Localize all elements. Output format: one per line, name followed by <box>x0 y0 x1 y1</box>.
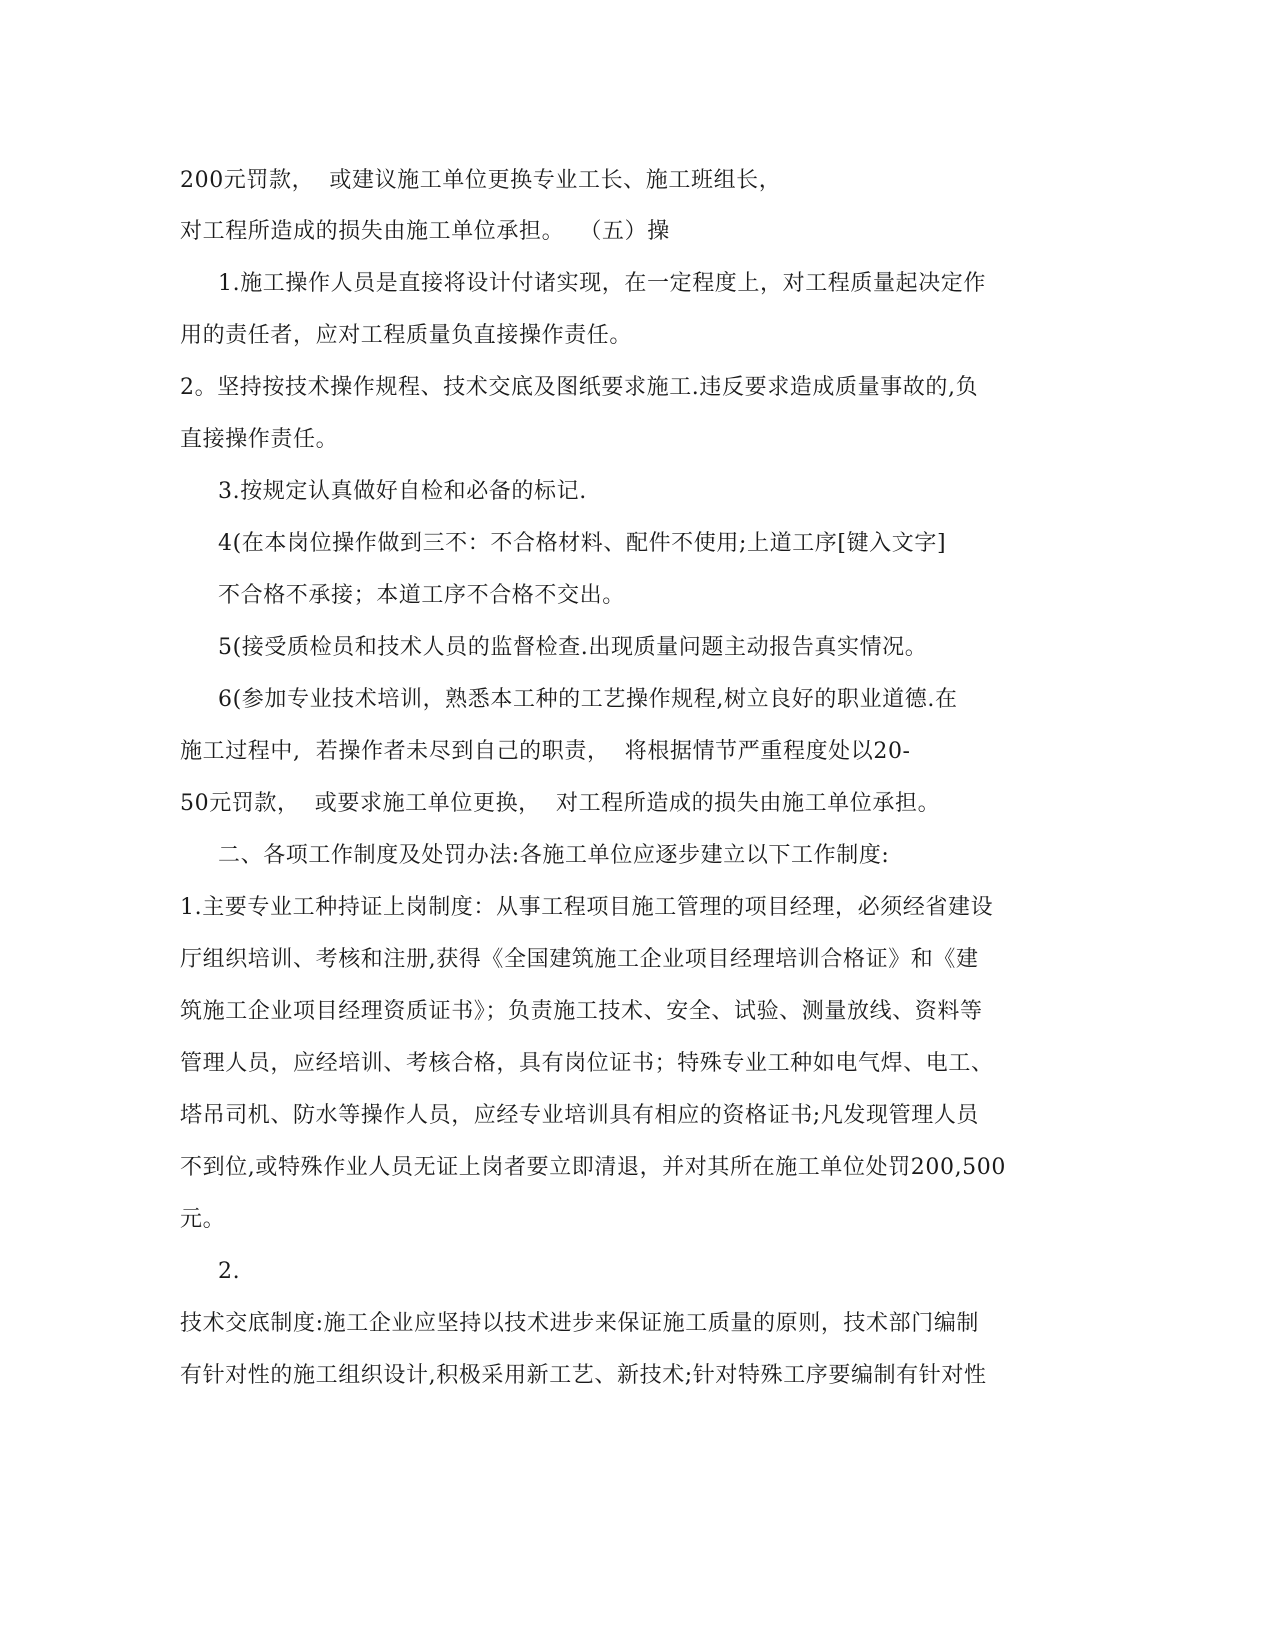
text-line: 施工过程中, 若操作者未尽到自己的职责， 将根据情节严重程度处以20- <box>180 739 911 764</box>
text-line: 技术交底制度:施工企业应坚持以技术进步来保证施工质量的原则，技术部门编制 <box>180 1311 980 1336</box>
text-line: 2。坚持按技术操作规程、技术交底及图纸要求施工.违反要求造成质量事故的,负 <box>180 375 979 400</box>
text-line: 50元罚款， 或要求施工单位更换， 对工程所造成的损失由施工单位承担。 <box>180 791 941 816</box>
text-line: 3.按规定认真做好自检和必备的标记. <box>218 479 587 504</box>
text-line: 有针对性的施工组织设计,积极采用新工艺、新技术;针对特殊工序要编制有针对性 <box>180 1363 987 1388</box>
text-line: 200元罚款， 或建议施工单位更换专业工长、施工班组长， <box>180 168 782 193</box>
text-line: 管理人员，应经培训、考核合格，具有岗位证书；特殊专业工种如电气焊、电工、 <box>180 1051 994 1076</box>
text-line: 元。 <box>180 1207 226 1232</box>
text-line: 不到位,或特殊作业人员无证上岗者要立即清退，并对其所在施工单位处罚200,500 <box>180 1155 1006 1180</box>
section-heading: 二、各项工作制度及处罚办法:各施工单位应逐步建立以下工作制度: <box>218 843 890 868</box>
text-line: 用的责任者，应对工程质量负直接操作责任。 <box>180 323 633 348</box>
text-line: 塔吊司机、防水等操作人员，应经专业培训具有相应的资格证书;凡发现管理人员 <box>180 1103 980 1128</box>
text-line: 5(接受质检员和技术人员的监督检查.出现质量问题主动报告真实情况。 <box>218 635 928 660</box>
text-line: 4(在本岗位操作做到三不：不合格材料、配件不使用;上道工序[键入文字] <box>218 531 947 556</box>
text-line: 厅组织培训、考核和注册,获得《全国建筑施工企业项目经理培训合格证》和《建 <box>180 947 979 972</box>
text-line: 直接操作责任。 <box>180 427 339 452</box>
text-line: 2. <box>218 1259 241 1284</box>
text-line: 对工程所造成的损失由施工单位承担。 （五）操 <box>180 219 670 244</box>
text-line: 1.主要专业工种持证上岗制度：从事工程项目施工管理的项目经理，必须经省建设 <box>180 895 994 920</box>
text-line: 6(参加专业技术培训，熟悉本工种的工艺操作规程,树立良好的职业道德.在 <box>218 687 958 712</box>
text-line: 1.施工操作人员是直接将设计付诸实现，在一定程度上，对工程质量起决定作 <box>218 271 986 296</box>
text-line: 筑施工企业项目经理资质证书》；负责施工技术、安全、试验、测量放线、资料等 <box>180 999 983 1024</box>
text-line: 不合格不承接；本道工序不合格不交出。 <box>218 583 625 608</box>
